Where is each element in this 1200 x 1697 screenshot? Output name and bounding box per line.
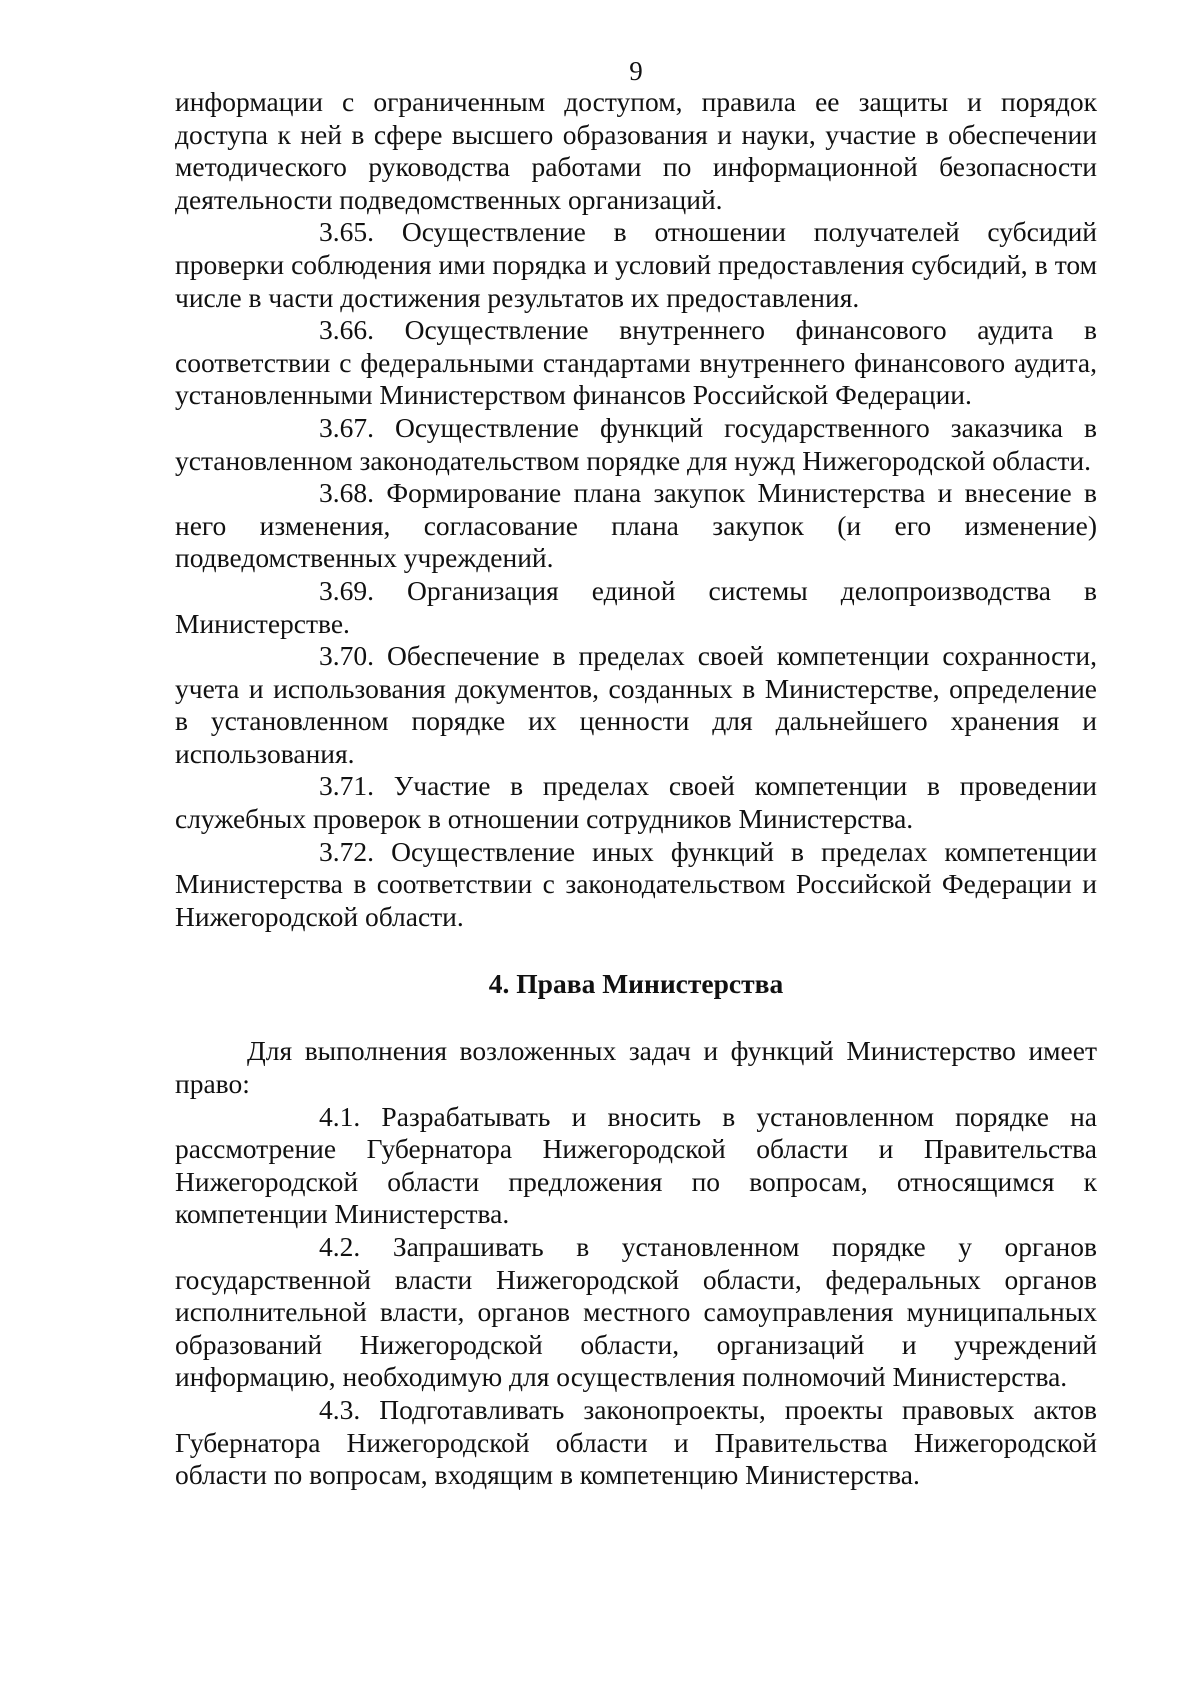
paragraph-text: Разрабатывать и вносить в установленном порядке на рассмотрение Губернатора Нижегородской области и Правительства Нижегородской области предложения по вопросам, относящимся к компетенции Министерства. bbox=[175, 1100, 1097, 1230]
page-number: 9 bbox=[629, 56, 643, 86]
paragraph-3-70 bbox=[175, 640, 1097, 770]
paragraph-3-72 bbox=[175, 836, 1097, 934]
paragraph-text: Организация единой системы делопроизводства в Министерстве. bbox=[175, 574, 1098, 639]
paragraph-number: 3.71. bbox=[319, 770, 374, 802]
paragraph-3-65 bbox=[175, 216, 1097, 314]
section-intro bbox=[175, 1035, 1097, 1100]
document-page bbox=[175, 55, 1097, 1492]
paragraph-text: Для выполнения возложенных задач и функций Министерство имеет право: bbox=[175, 1035, 1097, 1100]
paragraph-3-67 bbox=[175, 412, 1097, 477]
paragraph-number: 3.72. bbox=[319, 835, 374, 867]
paragraph-text: Осуществление в отношении получателей субсидий проверки соблюдения ими порядка и условий предоставления субсидий, в том числе в части достижения результатов их предоставления. bbox=[175, 216, 1098, 313]
paragraph-4-2 bbox=[175, 1231, 1097, 1394]
paragraph-continuation bbox=[175, 86, 1097, 216]
paragraph-text: Запрашивать в установленном порядке у органов государственной власти Нижегородской области, федеральных органов исполнительной власти, органов местного самоуправления муниципальных образований Нижегородской области, организаций и учреждений информацию, необходимую для осуществления полномочий Министерства. bbox=[175, 1231, 1097, 1393]
paragraph-number: 3.67. bbox=[319, 411, 374, 443]
paragraph-text: Осуществление иных функций в пределах компетенции Министерства в соответствии с законодательством Российской Федерации и Нижегородской области. bbox=[175, 835, 1098, 932]
paragraph-number: 4.2. bbox=[319, 1231, 361, 1262]
paragraph-number: 4.1. bbox=[319, 1100, 361, 1132]
section-heading: 4. Права Министерства bbox=[488, 968, 784, 1000]
paragraph-4-3 bbox=[175, 1394, 1097, 1492]
paragraph-text: информации с ограниченным доступом, правила ее защиты и порядок доступа к ней в сфере высшего образования и науки, участие в обеспечении методического руководства работами по информационной безопасности деятельности подведомственных организаций. bbox=[175, 86, 1097, 215]
paragraph-text: Обеспечение в пределах своей компетенции сохранности, учета и использования документов, созданных в Министерстве, определение в установленном порядке их ценности для дальнейшего хранения и использования. bbox=[175, 640, 1098, 769]
paragraph-text: Подготавливать законопроекты, проекты правовых актов Губернатора Нижегородской области и Правительства Нижегородской области по вопросам, входящим в компетенцию Министерства. bbox=[175, 1393, 1097, 1491]
paragraph-number: 3.70. bbox=[319, 640, 374, 672]
paragraph-3-68 bbox=[175, 477, 1097, 575]
paragraph-3-71 bbox=[175, 770, 1097, 835]
paragraph-number: 3.69. bbox=[319, 574, 374, 606]
paragraph-text: Участие в пределах своей компетенции в проведении служебных проверок в отношении сотрудников Министерства. bbox=[175, 770, 1097, 835]
paragraph-text: Осуществление функций государственного заказчика в установленном законодательством порядке для нужд Нижегородской области. bbox=[175, 411, 1097, 476]
paragraph-text: Осуществление внутреннего финансового аудита в соответствии с федеральными стандартами внутреннего финансового аудита, установленными Министерством финансов Российской Федерации. bbox=[175, 314, 1098, 411]
paragraph-number: 4.3. bbox=[319, 1393, 361, 1425]
paragraph-4-1 bbox=[175, 1101, 1097, 1231]
paragraph-number: 3.68. bbox=[319, 477, 374, 509]
paragraph-text: Формирование плана закупок Министерства и внесение в него изменения, согласование плана закупок (и его изменение) подведомственных учреждений. bbox=[175, 477, 1097, 574]
paragraph-3-69 bbox=[175, 575, 1097, 640]
paragraph-number: 3.65. bbox=[319, 216, 374, 248]
paragraph-number: 3.66. bbox=[319, 314, 374, 346]
paragraph-3-66 bbox=[175, 314, 1097, 412]
